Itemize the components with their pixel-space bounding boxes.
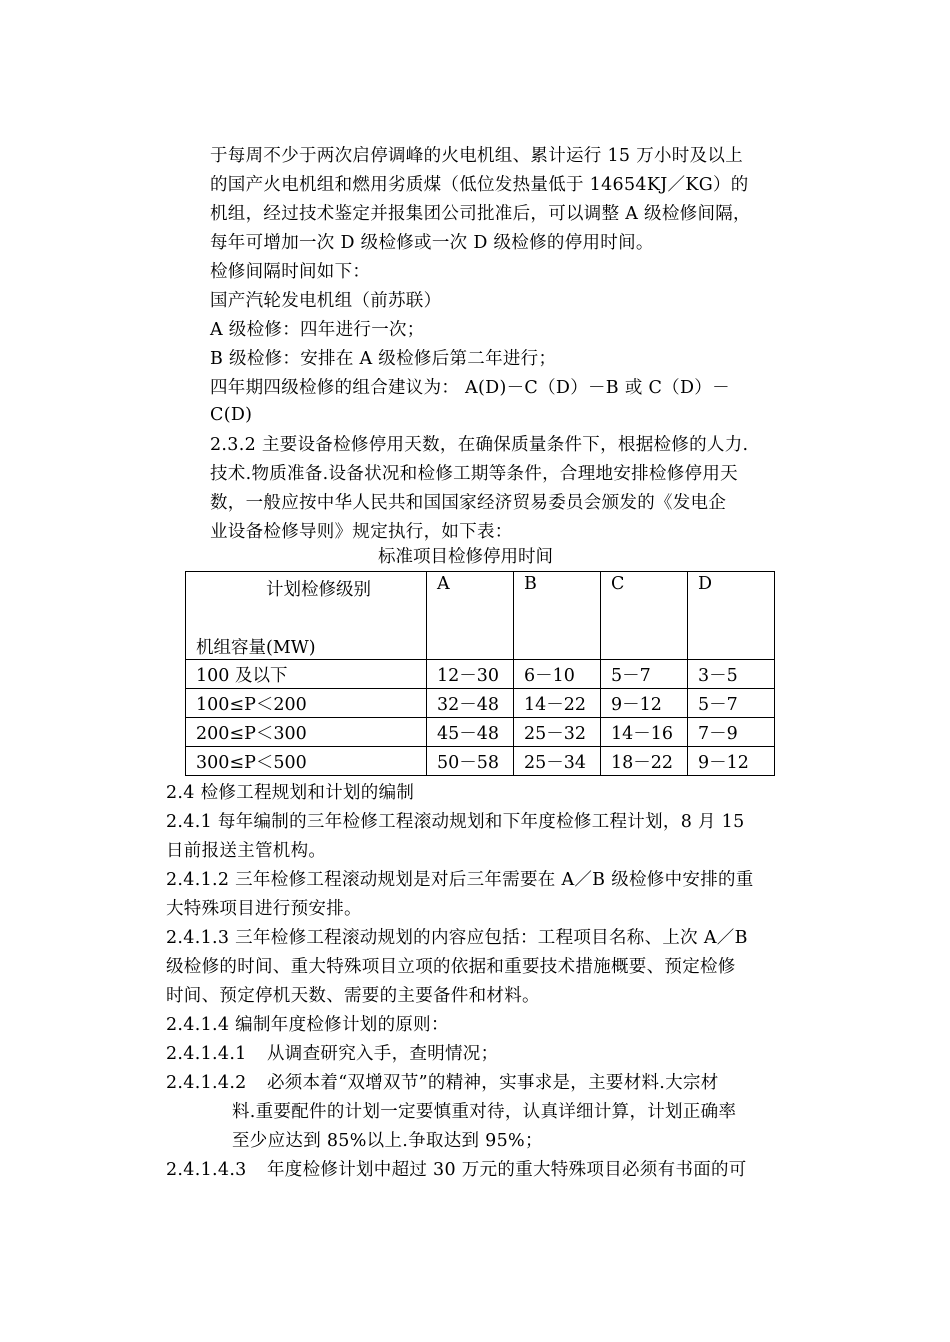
section-heading: 2.4 检修工程规划和计划的编制 [166,783,415,803]
paragraph-line: 时间、预定停机天数、需要的主要备件和材料。 [166,986,540,1006]
combo-line: 四年期四级检修的组合建议为： A(D)－C（D）－B 或 C（D）－ [210,378,730,398]
item-text: 年度检修计划中超过 30 万元的重大特殊项目必须有书面的可 [267,1160,747,1180]
table-row [186,718,775,747]
paragraph-line: 2.3.2 主要设备检修停用天数，在确保质量条件下，根据检修的人力. [210,435,749,455]
value-cell: 14－16 [601,718,688,747]
paragraph-line: 每年可增加一次 D 级检修或一次 D 级检修的停用时间。 [210,233,654,253]
value-cell: 25－34 [514,747,601,776]
table-title: 标准项目检修停用时间 [378,547,553,567]
paragraph-line: 2.4.1.2 三年检修工程滚动规划是对后三年需要在 A／B 级检修中安排的重 [166,870,754,890]
capacity-cell: 300≤P＜500 [186,747,427,776]
combo-line: C(D) [210,405,253,425]
paragraph-line: 2.4.1 每年编制的三年检修工程滚动规划和下年度检修工程计划，8 月 15 [166,812,745,832]
a-level-line: A 级检修：四年进行一次； [210,320,425,340]
item-number: 2.4.1.4.1 [166,1044,247,1064]
paragraph-line: 数，一般应按中华人民共和国国家经济贸易委员会颁发的《发电企 [210,493,727,513]
value-cell: 6－10 [514,660,601,689]
header-col-a: A [427,572,514,660]
paragraph-line: 于每周不少于两次启停调峰的火电机组、累计运行 15 万小时及以上 [210,146,743,166]
value-cell: 50－58 [427,747,514,776]
table-row [186,747,775,776]
paragraph-line: 的国产火电机组和燃用劣质煤（低位发热量低于 14654KJ／KG）的 [210,175,749,195]
table-header-row [186,572,775,660]
paragraph-line: 2.4.1.3 三年检修工程滚动规划的内容应包括：工程项目名称、上次 A／B [166,928,748,948]
item-number: 2.4.1.4.3 [166,1160,247,1180]
value-cell: 9－12 [688,747,775,776]
item-text: 必须本着“双增双节”的精神，实事求是，主要材料.大宗材 [267,1073,719,1093]
header-cell [186,572,427,660]
capacity-cell: 100≤P＜200 [186,689,427,718]
capacity-cell: 100 及以下 [186,660,427,689]
value-cell: 12－30 [427,660,514,689]
value-cell: 3－5 [688,660,775,689]
value-cell: 18－22 [601,747,688,776]
header-unit-capacity: 机组容量(MW) [196,638,316,658]
value-cell: 5－7 [601,660,688,689]
b-level-line: B 级检修：安排在 A 级检修后第二年进行； [210,349,557,369]
outage-days-table [185,571,775,776]
value-cell: 14－22 [514,689,601,718]
value-cell: 7－9 [688,718,775,747]
interval-intro: 检修间隔时间如下： [210,262,371,282]
header-col-c: C [601,572,688,660]
value-cell: 9－12 [601,689,688,718]
paragraph-line: 级检修的时间、重大特殊项目立项的依据和重要技术措施概要、预定检修 [166,957,736,977]
item-number: 2.4.1.4.2 [166,1073,247,1093]
value-cell: 45－48 [427,718,514,747]
value-cell: 32－48 [427,689,514,718]
capacity-cell: 200≤P＜300 [186,718,427,747]
value-cell: 25－32 [514,718,601,747]
table-row [186,660,775,689]
header-col-b: B [514,572,601,660]
table-row [186,689,775,718]
item-text: 至少应达到 85%以上.争取达到 95%； [232,1131,543,1151]
paragraph-line: 业设备检修导则》规定执行，如下表： [210,522,513,542]
paragraph-line: 机组，经过技术鉴定并报集团公司批准后，可以调整 A 级检修间隔， [210,204,751,224]
header-col-d: D [688,572,775,660]
paragraph-line: 大特殊项目进行预安排。 [166,899,362,919]
item-text: 从调查研究入手，查明情况； [267,1044,499,1064]
paragraph-line: 2.4.1.4 编制年度检修计划的原则： [166,1015,449,1035]
header-maintenance-level: 计划检修级别 [266,580,371,600]
paragraph-line: 技术.物质准备.设备状况和检修工期等条件，合理地安排检修停用天 [210,464,738,484]
paragraph-line: 日前报送主管机构。 [166,841,327,861]
unit-type: 国产汽轮发电机组（前苏联） [210,291,442,311]
item-text: 料.重要配件的计划一定要慎重对待，认真详细计算，计划正确率 [232,1102,737,1122]
value-cell: 5－7 [688,689,775,718]
